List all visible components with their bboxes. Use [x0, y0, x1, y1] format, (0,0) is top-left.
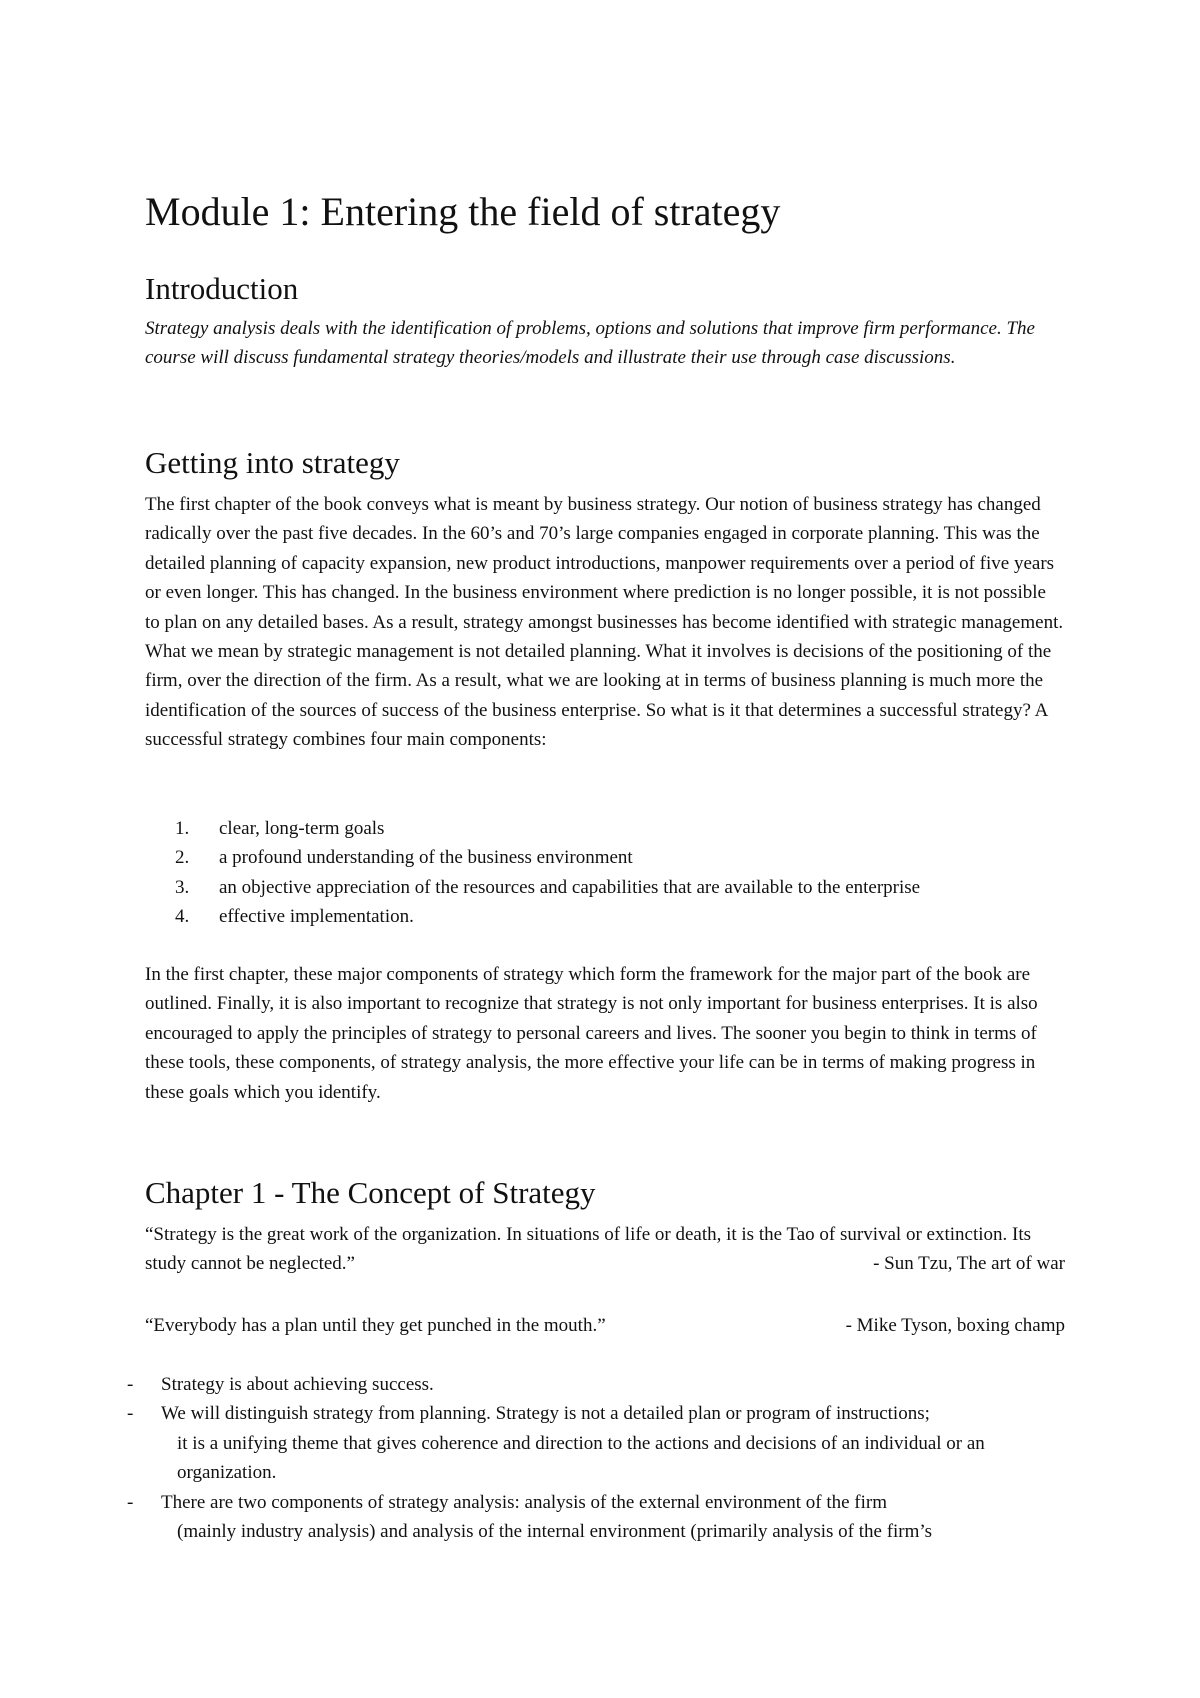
quote-attribution: - Sun Tzu, The art of war — [873, 1253, 1065, 1275]
bullet-text: Strategy is about achieving success. — [161, 1374, 434, 1395]
list-item — [175, 902, 1075, 931]
list-item — [127, 1370, 1067, 1399]
getting-into-strategy-heading: Getting into strategy — [145, 445, 400, 480]
bullet-text: There are two components of strategy analysis: analysis of the external environment of the firm — [161, 1491, 887, 1513]
list-number: 2. — [175, 847, 190, 869]
quote-sun-tzu — [145, 1220, 1065, 1279]
chapter-1-heading: Chapter 1 - The Concept of Strategy — [145, 1175, 596, 1210]
list-item-text: effective implementation. — [219, 906, 414, 928]
list-item-text: clear, long-term goals — [219, 818, 385, 839]
introduction-heading: Introduction — [145, 271, 299, 306]
bullet-dash: - — [127, 1491, 134, 1513]
components-paragraph: In the first chapter, these major components of strategy which form the framework for the major part of the book are outlined. Finally, it is also important to recognize that strategy is not only important for business enterprises. It is also encouraged to apply the principles of strategy to personal careers and lives. The sooner you begin to think in terms of these tools, these components, of strategy analysis, the more effective your life can be in terms of making progress in these goals which you identify. — [145, 964, 1038, 1103]
quote-text: “Strategy is the great work of the organization. In situations of life or death, it is the Tao of survival or extinction. Its study cannot be neglected.” — [145, 1224, 1032, 1275]
list-item-text: an objective appreciation of the resources and capabilities that are available to the enterprise — [219, 876, 921, 898]
list-item — [175, 873, 1075, 902]
list-item — [175, 814, 1075, 843]
list-number: 3. — [175, 876, 190, 898]
list-item — [127, 1488, 1067, 1547]
bullet-text-continued: (mainly industry analysis) and analysis of the internal environment (primarily analysis of the firm’s — [177, 1521, 933, 1543]
list-item — [175, 843, 1075, 872]
introduction-text: Strategy analysis deals with the identification of problems, options and solutions that improve firm performance. The course will discuss fundamental strategy theories/models and illustrate their use through case discussions. — [145, 318, 1035, 369]
quote-mike-tyson — [145, 1311, 1065, 1340]
bullet-dash: - — [127, 1374, 134, 1395]
strategy-components-list — [175, 814, 1075, 932]
list-item-text: a profound understanding of the business environment — [219, 847, 633, 869]
bullet-dash: - — [127, 1403, 134, 1425]
quote-attribution: - Mike Tyson, boxing champ — [845, 1315, 1065, 1336]
list-number: 4. — [175, 906, 190, 928]
bullet-text: We will distinguish strategy from planning. Strategy is not a detailed plan or program of instructions; — [161, 1403, 930, 1425]
quote-text: “Everybody has a plan until they get punched in the mouth.” — [145, 1315, 606, 1336]
strategy-bullet-list — [127, 1370, 1067, 1546]
bullet-text-continued: it is a unifying theme that gives coherence and direction to the actions and decisions of an individual or an organization. — [177, 1432, 985, 1484]
document-title: Module 1: Entering the field of strategy — [145, 189, 781, 234]
list-item — [127, 1399, 1067, 1487]
list-number: 1. — [175, 818, 190, 839]
getting-into-strategy-paragraph: The first chapter of the book conveys what is meant by business strategy. Our notion of business strategy has changed radically over the past five decades. In the 60’s and 70’s large companies engaged in corporate planning. This was the detailed planning of capacity expansion, new product introductions, manpower requirements over a period of five years or even longer. This has changed. In the business environment where prediction is no longer possible, it is not possible to plan on any detailed bases. As a result, strategy amongst businesses has become identified with strategic management. What we mean by strategic management is not detailed planning. What it involves is decisions of the positioning of the firm, over the direction of the firm. As a result, what we are looking at in terms of business planning is much more the identification of the sources of success of the business enterprise. So what is it that determines a successful strategy? A successful strategy combines four main components: — [145, 494, 1064, 751]
